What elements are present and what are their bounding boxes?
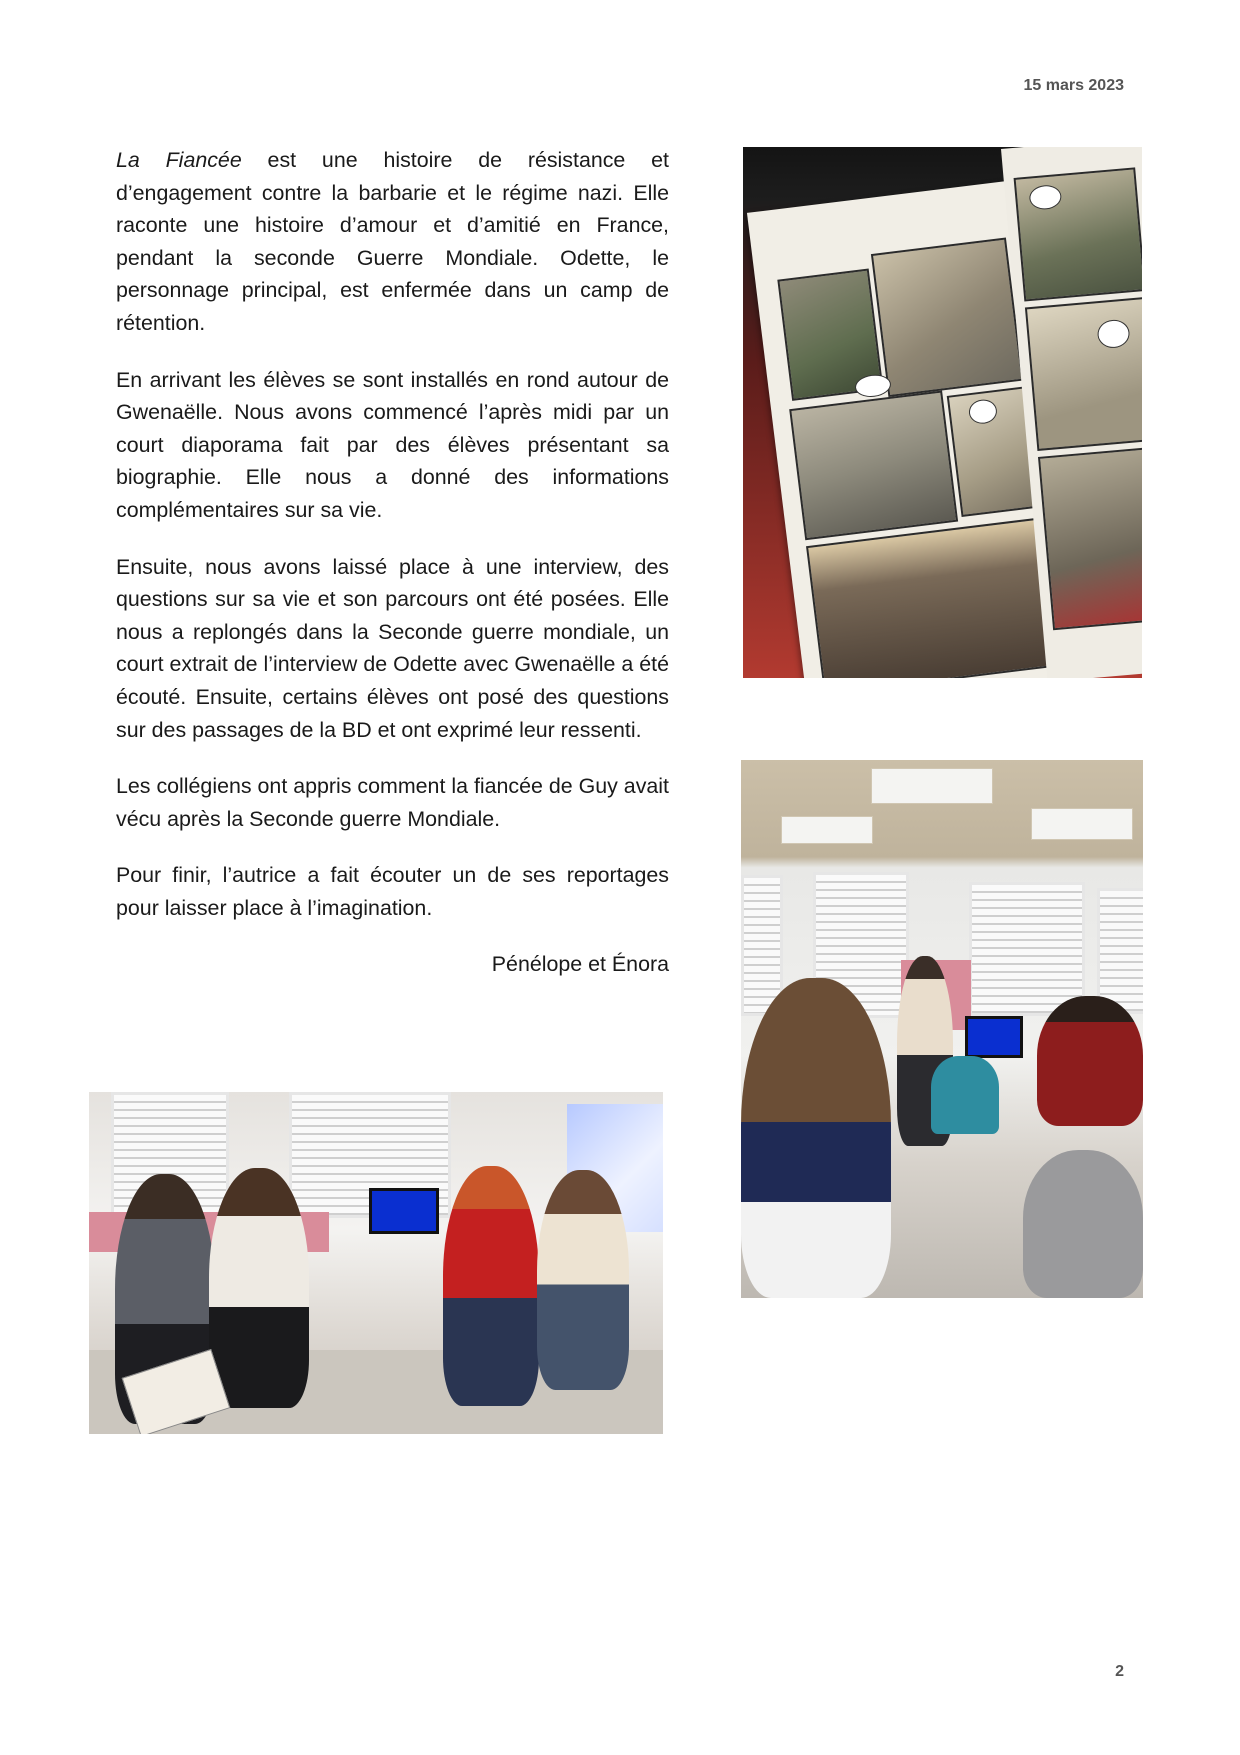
student-white-sweater bbox=[209, 1168, 309, 1408]
comic-panel bbox=[806, 517, 1064, 678]
paragraph-learning: Les collégiens ont appris comment la fiancée de Guy avait vécu après la Seconde guerre Mondiale. bbox=[116, 774, 669, 831]
page-number: 2 bbox=[1115, 1663, 1124, 1680]
comic-panel bbox=[1038, 446, 1142, 630]
paragraph-arrival: En arrivant les élèves se sont installés en rond autour de Gwenaëlle. Nous avons commencé l’après midi par un court diaporama fait par des élèves présentant sa biographie. Elle nous a donné des informations complémentaires sur sa vie. bbox=[116, 367, 669, 522]
student-foreground-right bbox=[1023, 1150, 1143, 1298]
comic-panel bbox=[1025, 297, 1142, 451]
ceiling-light bbox=[781, 816, 873, 844]
page-date: 15 mars 2023 bbox=[1023, 77, 1124, 94]
comic-panel bbox=[1014, 167, 1142, 301]
comic-panel bbox=[871, 238, 1024, 398]
teal-chair bbox=[931, 1056, 999, 1134]
computer-monitor bbox=[369, 1188, 439, 1234]
window-blind bbox=[969, 882, 1085, 1016]
paragraph-intro-text: est une histoire de résistance et d’engagement contre la barbarie et le régime nazi. Elle raconte une histoire d’amour et d’amitié en France, pendant la seconde Guerre Mondiale. Odette, le personnage principal, est enfermée dans un camp de rétention. bbox=[116, 148, 669, 335]
paragraph-interview: Ensuite, nous avons laissé place à une interview, des questions sur sa vie et son parcours ont été posées. Elle nous a replongés dans la Seconde guerre mondiale, un court extrait de l’interview de Odette avec Gwenaëlle a été écouté. Ensuite, certains élèves ont posé des questions sur des passages de la BD et ont exprimé leur ressenti. bbox=[116, 554, 669, 742]
comic-book-photo bbox=[743, 147, 1142, 678]
comic-panel bbox=[789, 390, 958, 540]
ceiling-light bbox=[871, 768, 993, 804]
book-title: La Fiancée bbox=[116, 148, 242, 172]
window-blind bbox=[1097, 888, 1143, 1014]
students-reading-photo bbox=[89, 1092, 663, 1434]
paragraph-conclusion: Pour finir, l’autrice a fait écouter un de ses reportages pour laisser place à l’imagination. bbox=[116, 863, 669, 920]
author-seated bbox=[537, 1170, 629, 1390]
ceiling-light bbox=[1031, 808, 1133, 840]
student-red-jacket bbox=[443, 1166, 539, 1406]
student-foreground-left bbox=[741, 978, 891, 1298]
student-red-trousers bbox=[1037, 996, 1143, 1126]
article-body bbox=[116, 144, 669, 1005]
signature: Pénélope et Énora bbox=[491, 952, 669, 977]
paragraph-intro bbox=[116, 144, 669, 340]
computer-monitor bbox=[965, 1016, 1023, 1058]
classroom-author-photo bbox=[741, 760, 1143, 1298]
